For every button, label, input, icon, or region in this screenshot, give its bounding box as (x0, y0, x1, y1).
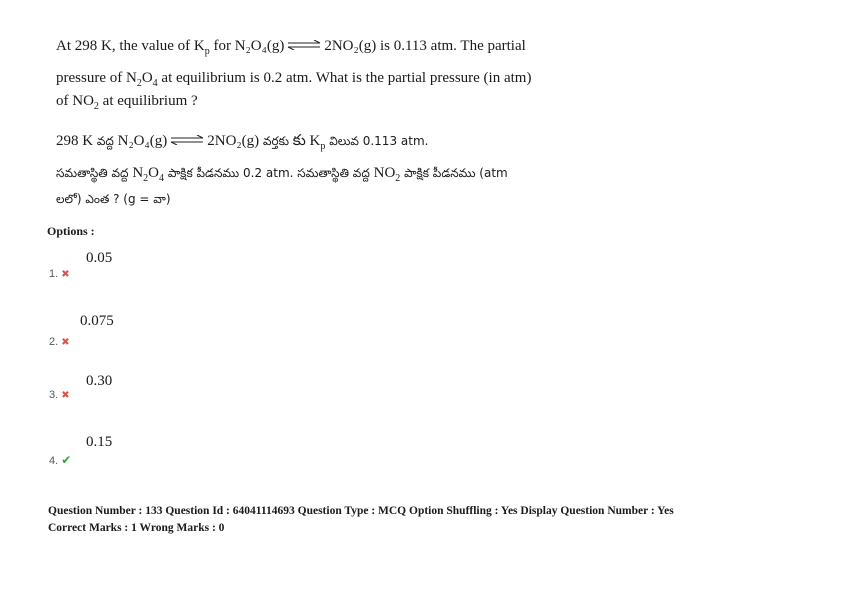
option-4-number (49, 453, 71, 467)
question-metadata: Question Number : 133 Question Id : 64041114693 Question Type : MCQ Option Shuffling : Yes Display Question Number : Yes (48, 505, 674, 517)
option-4-value[interactable]: 0.15 (86, 434, 113, 450)
telugu-line-1 (56, 133, 428, 153)
telugu-text: 298 K (56, 133, 97, 149)
equilibrium-arrow-icon (169, 133, 205, 150)
option-3-value[interactable]: 0.30 (86, 373, 113, 389)
formula-text: NO (373, 165, 396, 181)
product-formula: 2NO₂(g) (324, 38, 377, 54)
product-formula: 2NO₂(g) (207, 133, 260, 149)
options-label: Options : (47, 224, 95, 238)
formula-text: O (148, 165, 159, 181)
subscript: 2 (143, 173, 149, 184)
telugu-text: విలువ 0.113 atm. (325, 134, 429, 148)
option-2-value[interactable]: 0.075 (80, 313, 114, 329)
kp-subscript: p (320, 141, 326, 152)
option-1-number (49, 268, 70, 280)
question-text: for (209, 38, 235, 54)
telugu-text: కు K (292, 133, 321, 149)
telugu-text: సమతాస్థితి వద్ద (56, 166, 133, 180)
check-icon: ✔ (61, 453, 72, 467)
telugu-line-3 (56, 192, 171, 209)
option-number: 4. (49, 455, 59, 467)
question-text: is 0.113 atm. The partial (376, 38, 526, 54)
telugu-text: వద్ద (96, 134, 114, 148)
telugu-text: పాక్షిక పీడనము 0.2 atm. సమతాస్థితి వద్ద (164, 166, 374, 180)
cross-icon: ✖ (61, 269, 70, 280)
option-number: 1. (49, 268, 59, 280)
question-text: of NO (56, 93, 94, 109)
marks-info: Correct Marks : 1 Wrong Marks : 0 (48, 522, 225, 534)
equilibrium-arrow-icon (286, 38, 322, 55)
question-line-1 (56, 38, 526, 57)
kp-subscript: p (204, 46, 210, 57)
reactant-formula: N₂O₄(g) (234, 38, 285, 54)
telugu-text: వర్తకు (259, 134, 290, 148)
option-2-number (49, 336, 70, 348)
question-text: pressure of N (56, 70, 137, 86)
telugu-text: పాక్షిక పీడనము (atm (400, 166, 508, 180)
subscript: 4 (159, 173, 164, 184)
option-number: 3. (49, 389, 59, 401)
formula-text: N (132, 165, 144, 181)
cross-icon: ✖ (61, 337, 70, 348)
formula-text: O (141, 70, 153, 86)
cross-icon: ✖ (61, 390, 70, 401)
question-line-3 (56, 93, 198, 112)
question-text: at equilibrium ? (98, 93, 198, 109)
subscript: 2 (395, 173, 401, 184)
telugu-line-2 (56, 165, 508, 184)
option-number: 2. (49, 336, 59, 348)
subscript: 2 (93, 101, 99, 112)
telugu-text: లలో) ఎంత ? (g = వా) (56, 192, 171, 206)
subscript: 2 (136, 78, 142, 89)
question-line-2 (56, 70, 531, 89)
subscript: 4 (152, 78, 158, 89)
option-1-value[interactable]: 0.05 (86, 250, 113, 266)
reactant-formula: N₂O₄(g) (117, 133, 168, 149)
question-text: at equilibrium is 0.2 atm. What is the partial pressure (in atm) (157, 70, 532, 86)
question-text: At 298 K, the value of K (56, 38, 205, 54)
option-3-number (49, 389, 70, 401)
